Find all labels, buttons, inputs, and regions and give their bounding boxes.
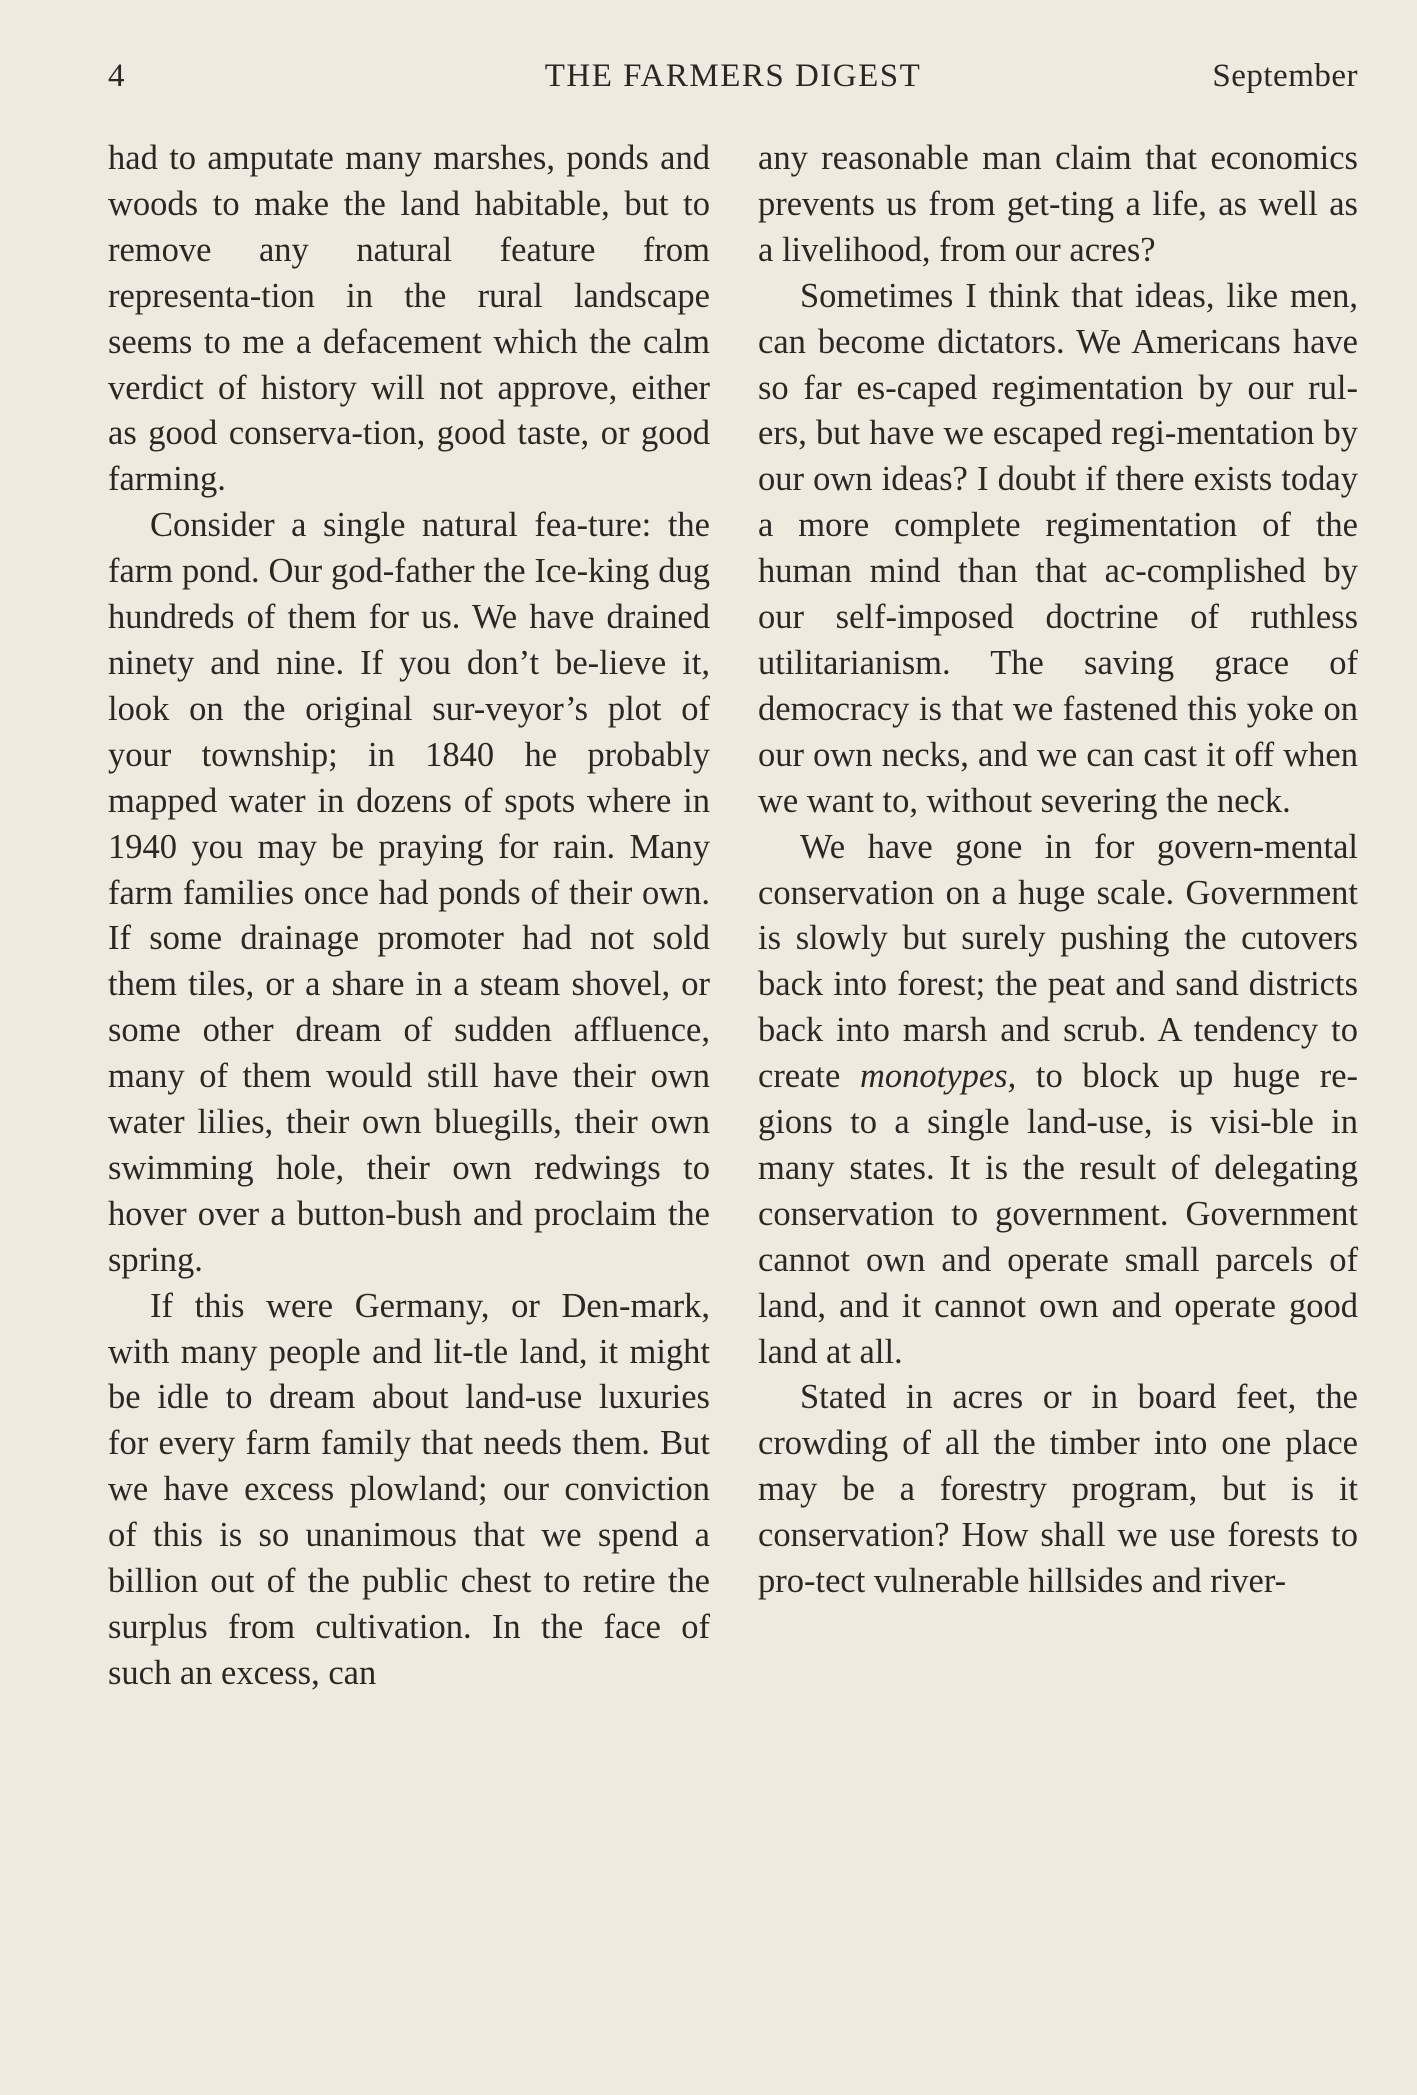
paragraph: had to amputate many marshes, ponds and woods to make the land habitable, but to remove any natural feature from representa-tion in the rural landscape seems to me a defacement which the calm verdict of history will not approve, either as good conserva-tion, good taste, or good farming. [108,139,710,499]
paragraph: any reasonable man claim that economics prevents us from get-ting a life, as well as a livelihood, from our acres? [758,139,1358,269]
right-column [758,136,1358,1605]
paragraph: Consider a single natural fea-ture: the farm pond. Our god-father the Ice-king dug hundreds of them for us. We have drained ninety and nine. If you don’t be-lieve it, look on the original sur-veyor’s plot of your township; in 1840 he probably mapped water in dozens of spots where in 1940 you may be praying for rain. Many farm families once had ponds of their own. If some drainage promoter had not sold them tiles, or a share in a steam shovel, or some other dream of sudden affluence, many of them would still have their own water lilies, their own bluegills, their own swimming hole, their own redwings to hover over a button-bush and proclaim the spring. [108,506,710,1279]
page-number: 4 [108,58,125,94]
paragraph: If this were Germany, or Den-mark, with many people and lit-tle land, it might be idle to dream about land-use luxuries for every farm family that needs them. But we have excess plowland; our conviction of this is so unanimous that we spend a billion out of the public chest to retire the surplus from cultivation. In the face of such an excess, can [108,1286,710,1692]
text-run: We have gone in for govern-mental conservation on a huge scale. Government is slowly but surely pushing the cutovers back into forest; the peat and sand districts back into marsh and scrub. A tendency to create [758,827,1358,1096]
italic-term: monotypes, [860,1057,1017,1096]
paragraph: Stated in acres or in board feet, the crowding of all the timber into one place may be a forestry program, but is it conservation? How shall we use forests to pro-tect vulnerable hillsides and river- [758,1378,1358,1601]
paragraph: Sometimes I think that ideas, like men, can become dictators. We Americans have so far es-caped regimentation by our rul-ers, but have we escaped regi-mentation by our own ideas? I doubt if there exists today a more complete regimentation of the human mind than that ac-complished by our self-imposed doctrine of ruthless utilitarianism. The saving grace of democracy is that we fastened this yoke on our own necks, and we can cast it off when we want to, without severing the neck. [758,276,1358,820]
paragraph [758,825,1358,1376]
text-run: to block up huge re-gions to a single land-use, is visi-ble in many states. It is the result of delegating conservation to government. Government cannot own and operate small parcels of land, and it cannot own and operate good land at all. [758,1057,1358,1371]
left-column [108,136,710,1697]
issue-month: September [1212,58,1358,94]
running-header [108,58,1358,102]
publication-title: THE FARMERS DIGEST [544,58,922,94]
